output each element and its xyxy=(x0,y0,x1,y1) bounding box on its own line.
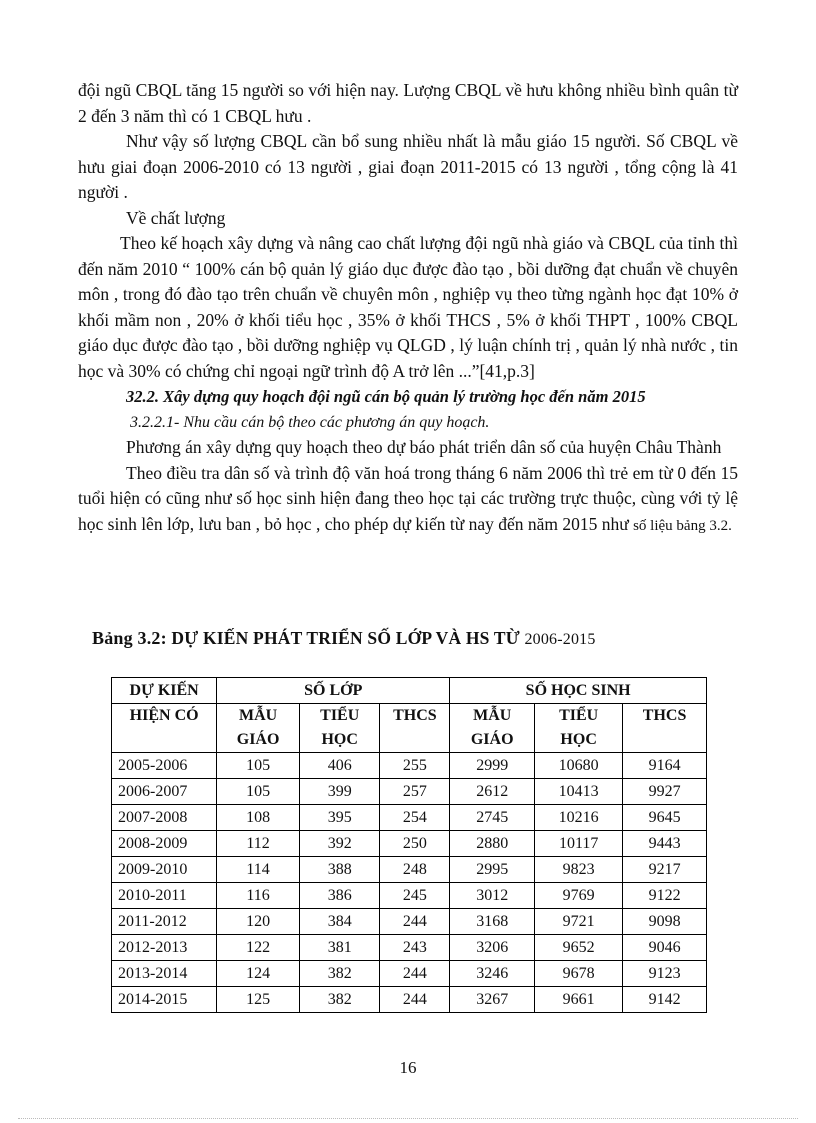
table-row xyxy=(112,779,707,805)
table-cell-year: 2009-2010 xyxy=(112,857,217,883)
table-cell: 9661 xyxy=(535,987,623,1013)
table-cell-year: 2006-2007 xyxy=(112,779,217,805)
table-cell: 10117 xyxy=(535,831,623,857)
table-cell: 112 xyxy=(217,831,300,857)
table-cell: 3012 xyxy=(450,883,535,909)
table-cell: 406 xyxy=(299,753,380,779)
table-row xyxy=(112,961,707,987)
table-cell: 9927 xyxy=(623,779,707,805)
table-cell: 9046 xyxy=(623,935,707,961)
table-cell: 248 xyxy=(380,857,450,883)
header-giao: GIÁO xyxy=(470,731,514,748)
table-cell: 3168 xyxy=(450,909,535,935)
header-row-2 xyxy=(112,704,707,753)
header-lop-mau-giao xyxy=(217,704,300,753)
table-row xyxy=(112,909,707,935)
table-cell: 105 xyxy=(217,779,300,805)
table-row xyxy=(112,857,707,883)
table-cell: 9098 xyxy=(623,909,707,935)
table-cell: 3246 xyxy=(450,961,535,987)
header-so-lop: SỐ LỚP xyxy=(217,678,450,704)
table-cell: 9443 xyxy=(623,831,707,857)
table-cell: 10413 xyxy=(535,779,623,805)
header-hs-tieu-hoc xyxy=(535,704,623,753)
table-cell: 116 xyxy=(217,883,300,909)
table-cell: 108 xyxy=(217,805,300,831)
page-number: 16 xyxy=(399,1058,417,1077)
table-cell: 392 xyxy=(299,831,380,857)
paragraph-4: Theo kế hoạch xây dựng và nâng cao chất lượng đội ngũ nhà giáo và CBQL của tỉnh thì đến năm 2010 “ 100% cán bộ quản lý giáo dục được đào tạo , bồi dưỡng đạt chuẩn về chuyên môn , trong đó đào tạo trên chuẩn về chuyên môn , nghiệp vụ theo từng ngành học đạt 10% ở khối mầm non , 20% ở khối tiểu học , 35% ở khối THCS , 5% ở khối THPT , 100% CBQL giáo dục được đào tạo , bồi dưỡng nghiệp vụ QLGD , lý luận chính trị , quản lý nhà nước , tin học và 30% có chứng chỉ ngoại ngữ trình độ A trở lên ...”[41,p.3] xyxy=(78,233,738,381)
table-row xyxy=(112,935,707,961)
table-cell: 382 xyxy=(299,987,380,1013)
section-heading: 32.2. Xây dựng quy hoạch đội ngũ cán bộ quản lý trường học đến năm 2015 xyxy=(126,387,646,406)
table-cell: 384 xyxy=(299,909,380,935)
table-cell-year: 2014-2015 xyxy=(112,987,217,1013)
table-row xyxy=(112,987,707,1013)
table-row xyxy=(112,883,707,909)
paragraph-6 xyxy=(78,461,738,540)
header-row-1 xyxy=(112,678,707,704)
table-cell: 2612 xyxy=(450,779,535,805)
table-cell-year: 2005-2006 xyxy=(112,753,217,779)
header-dukien: DỰ KIẾN xyxy=(112,678,217,704)
table-cell: 3267 xyxy=(450,987,535,1013)
table-cell: 395 xyxy=(299,805,380,831)
table-cell: 244 xyxy=(380,987,450,1013)
table-cell: 3206 xyxy=(450,935,535,961)
table-cell: 9652 xyxy=(535,935,623,961)
header-giao: GIÁO xyxy=(236,731,280,748)
table-cell: 124 xyxy=(217,961,300,987)
paragraph-6-small: số liệu bảng 3.2. xyxy=(633,517,732,534)
header-tieu: TIỂU xyxy=(320,707,360,724)
table-row xyxy=(112,805,707,831)
table-cell: 388 xyxy=(299,857,380,883)
table-cell: 9122 xyxy=(623,883,707,909)
header-hienco: HIỆN CÓ xyxy=(112,704,217,753)
table-cell: 255 xyxy=(380,753,450,779)
table-cell: 2745 xyxy=(450,805,535,831)
table-cell: 120 xyxy=(217,909,300,935)
table-cell: 9769 xyxy=(535,883,623,909)
forecast-table xyxy=(111,677,707,1013)
table-cell: 114 xyxy=(217,857,300,883)
table-cell: 257 xyxy=(380,779,450,805)
table-cell-year: 2008-2009 xyxy=(112,831,217,857)
subsection-heading: 3.2.2.1- Nhu cầu cán bộ theo các phương án quy hoạch. xyxy=(130,413,490,431)
page-bottom-divider xyxy=(18,1118,798,1119)
table-cell: 2880 xyxy=(450,831,535,857)
caption-colon: : xyxy=(160,628,167,648)
caption-years: 2006-2015 xyxy=(524,631,596,648)
header-tieu: TIỂU xyxy=(559,707,599,724)
header-hoc: HỌC xyxy=(560,731,597,748)
paragraph-5: Phương án xây dựng quy hoạch theo dự báo phát triển dân số của huyện Châu Thành xyxy=(126,437,722,457)
table-cell: 10216 xyxy=(535,805,623,831)
table-cell: 243 xyxy=(380,935,450,961)
table-cell: 105 xyxy=(217,753,300,779)
table-cell: 125 xyxy=(217,987,300,1013)
body-text-top xyxy=(78,78,738,539)
table-cell-year: 2007-2008 xyxy=(112,805,217,831)
table-caption xyxy=(92,628,596,649)
table-cell: 9823 xyxy=(535,857,623,883)
table-cell: 386 xyxy=(299,883,380,909)
table-row xyxy=(112,753,707,779)
header-lop-tieu-hoc xyxy=(299,704,380,753)
table-cell: 122 xyxy=(217,935,300,961)
header-hoc: HỌC xyxy=(321,731,358,748)
header-lop-thcs: THCS xyxy=(380,704,450,753)
table-cell: 9645 xyxy=(623,805,707,831)
table-cell: 381 xyxy=(299,935,380,961)
paragraph-2: Như vậy số lượng CBQL cần bổ sung nhiều nhất là mẫu giáo 15 người. Số CBQL về hưu giai đoạn 2006-2010 có 13 người , giai đoạn 2011-2015 có 13 người , tổng cộng là 41 người . xyxy=(78,131,738,202)
table-row xyxy=(112,831,707,857)
header-hs-thcs: THCS xyxy=(623,704,707,753)
table-cell: 2995 xyxy=(450,857,535,883)
table-body xyxy=(112,753,707,1013)
table-cell: 9164 xyxy=(623,753,707,779)
table-cell: 10680 xyxy=(535,753,623,779)
paragraph-1: đội ngũ CBQL tăng 15 người so với hiện nay. Lượng CBQL về hưu không nhiều bình quân từ 2 đến 3 năm thì có 1 CBQL hưu . xyxy=(78,80,738,126)
header-hs-mau-giao xyxy=(450,704,535,753)
caption-title: DỰ KIẾN PHÁT TRIỂN SỐ LỚP VÀ HS TỪ xyxy=(166,628,525,648)
table-cell-year: 2012-2013 xyxy=(112,935,217,961)
header-so-hoc-sinh: SỐ HỌC SINH xyxy=(450,678,707,704)
paragraph-6-text: Theo điều tra dân số và trình độ văn hoá trong tháng 6 năm 2006 thì trẻ em từ 0 đến 15 tuổi hiện có cũng như số học sinh hiện đang theo học tại các trường trực thuộc, cùng với tỷ lệ học sinh lên lớp, lưu ban , bỏ học , cho phép dự kiến từ nay đến năm 2015 như xyxy=(78,462,738,534)
table-cell: 254 xyxy=(380,805,450,831)
table-cell: 2999 xyxy=(450,753,535,779)
table-cell: 9721 xyxy=(535,909,623,935)
table-cell: 9217 xyxy=(623,857,707,883)
table-cell: 9678 xyxy=(535,961,623,987)
table-cell-year: 2010-2011 xyxy=(112,883,217,909)
header-mau: MẪU xyxy=(473,707,512,724)
table-cell-year: 2013-2014 xyxy=(112,961,217,987)
table-cell: 250 xyxy=(380,831,450,857)
table-cell: 9142 xyxy=(623,987,707,1013)
table-cell: 382 xyxy=(299,961,380,987)
table-cell: 244 xyxy=(380,961,450,987)
header-mau: MẪU xyxy=(238,707,278,724)
paragraph-quality-heading: Về chất lượng xyxy=(126,207,226,228)
table-cell: 244 xyxy=(380,909,450,935)
table-cell-year: 2011-2012 xyxy=(112,909,217,935)
table-cell: 245 xyxy=(380,883,450,909)
table-cell: 399 xyxy=(299,779,380,805)
caption-label: Bảng 3.2 xyxy=(92,628,161,648)
table-cell: 9123 xyxy=(623,961,707,987)
